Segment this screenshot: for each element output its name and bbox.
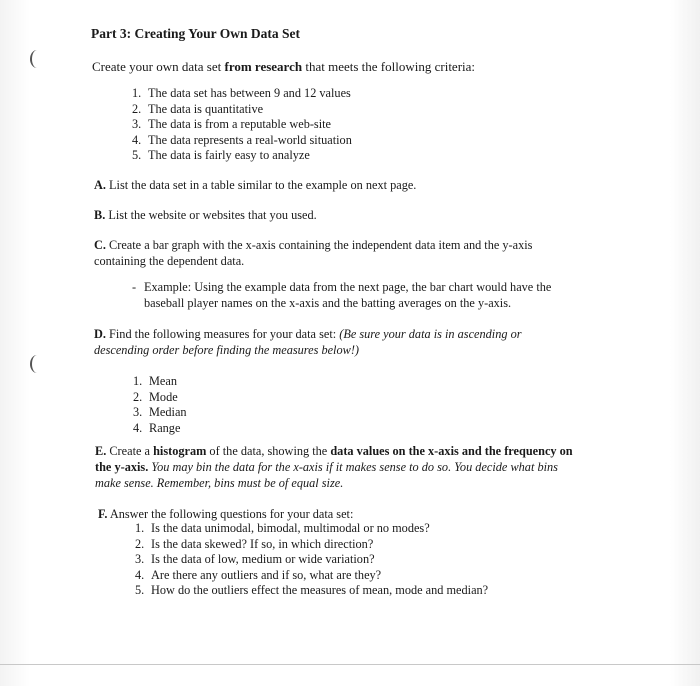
section-b: B. List the website or websites that you used.: [94, 208, 317, 222]
list-item: 2. The data is quantitative: [132, 101, 264, 116]
list-item: 3. The data is from a reputable web-site: [132, 117, 332, 132]
list-item: 4. The data represents a real-world situation: [132, 132, 352, 147]
binder-hole-top: [30, 50, 44, 68]
measures-list: [133, 374, 187, 436]
dash-bullet: -: [132, 280, 137, 294]
list-item: 1. Mean: [133, 374, 177, 388]
section-c: C. Create a bar graph with the x-axis containing the independent data item and the y-axis containing the dependent data.: [94, 238, 533, 268]
section-e: E. Create a histogram of the data, showing the data values on the x-axis and the frequency on the y-axis. You may bin the data for the x-axis if it makes sense to do so. You decide what bins make sense. Remember, bins must be of equal size.: [95, 444, 573, 490]
list-item: 1. Is the data unimodal, bimodal, multimodal or no modes?: [135, 521, 430, 535]
page-title: Part 3: Creating Your Own Data Set: [91, 26, 300, 41]
list-item: 5. The data is fairly easy to analyze: [132, 148, 310, 163]
list-item: 4. Range: [133, 420, 181, 435]
section-a: A. List the data set in a table similar to the example on next page.: [94, 178, 417, 192]
example-note: - Example: Using the example data from the next page, the bar chart would have the baseball player names on the x-axis and the batting averages on the y-axis.: [132, 280, 552, 310]
criteria-list: [132, 86, 352, 164]
list-item: 5. How do the outliers effect the measures of mean, mode and median?: [135, 583, 489, 598]
list-item: 2. Mode: [133, 389, 178, 404]
binder-hole-middle: [30, 355, 44, 373]
list-item: 4. Are there any outliers and if so, what are they?: [135, 567, 382, 582]
page-edge-divider: [0, 664, 700, 665]
list-item: 1. The data set has between 9 and 12 values: [132, 86, 351, 100]
list-item: 3. Is the data of low, medium or wide variation?: [135, 552, 375, 567]
section-d: D. Find the following measures for your data set: (Be sure your data is in ascending or descending order before finding the measures below!): [94, 327, 522, 357]
list-item: 3. Median: [133, 405, 187, 420]
list-item: 2. Is the data skewed? If so, in which direction?: [135, 536, 374, 551]
questions-list: [135, 521, 488, 599]
intro-paragraph: Create your own data set from research that meets the following criteria:: [92, 59, 476, 74]
section-f: F. Answer the following questions for your data set:: [98, 507, 354, 521]
